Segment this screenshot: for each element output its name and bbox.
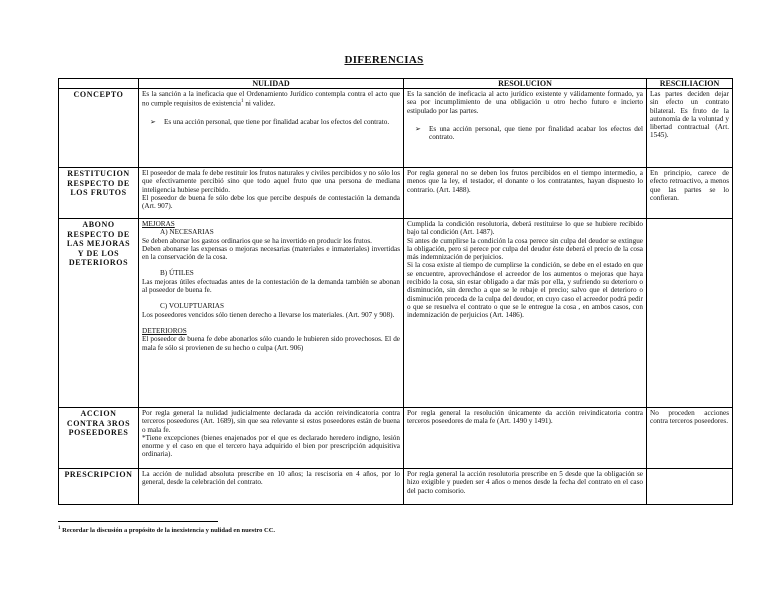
cell-nulidad-abono <box>139 219 404 408</box>
cell-resolucion-prescripcion: Por regla general la acción resolutoria prescribe en 5 desde que la obligación se hizo exigible y pueden ser 4 años o menos desde la fecha del contrato en el caso del pacto comisorio. <box>404 469 647 505</box>
bullet-text: Es una acción personal, que tiene por finalidad acabar los efectos del contrato. <box>429 124 643 142</box>
header-resolucion: RESOLUCION <box>404 79 647 89</box>
text: Es la sanción de ineficacia al acto jurídico existente y válidamente formado, ya sea por incumplimiento de una obligación u otro hecho futuro e incierto estipulado por las partes. <box>407 90 643 115</box>
subheading-necesarias: A) NECESARIAS <box>160 228 214 237</box>
table-row-concepto <box>59 89 733 168</box>
text: Se deben abonar los gastos ordinarios que se ha invertido en producir los frutos. <box>142 236 372 245</box>
footnote-mark: 1 <box>58 526 61 531</box>
header-resciliacion: RESCILIACION <box>647 79 733 89</box>
cell-resciliacion-restitucion: En principio, carece de efecto retroactivo, a menos que las partes se lo confieran. <box>647 168 733 219</box>
bullet-item <box>415 125 643 142</box>
text: ni validez. <box>243 99 276 108</box>
footnote-divider <box>58 521 218 522</box>
subheading-voluptuarias: C) VOLUPTUARIAS <box>160 302 224 311</box>
arrow-bullet-icon: ➢ <box>415 124 421 133</box>
text: Por regla general la nulidad judicialmente declarada da acción reivindicatoria contra terceros poseedores (Art. 1689), sin que sea relevante si estos poseedores están de buena o mala fe. <box>142 409 400 434</box>
text: Las mejoras útiles efectuadas antes de la contestación de la demanda también se abonan al poseedor de buena fe. <box>142 277 400 295</box>
cell-resciliacion-concepto: Las partes deciden dejar sin efecto un contrato bilateral. Es fruto de la autonomía de la voluntad y libertad contractual (Art. 1545). <box>647 89 733 168</box>
text: Si la cosa existe al tiempo de cumplirse la condición, se debe en el estado en que se encuentre, aprovechándose el acreedor de los aumentos o mejoras que haya recibido la cosa, sin estar obligado a dar más por ella, y sufriendo su deterioro o disminución, sin derecho a que se le rebaje el precio; salvo que el deterioro o disminución proceda de la culpa del deudor, en cuyo caso el acreedor podrá pedir o que se resuelva el contrato o que se le entregue la cosa , en ambos casos, con indemnización de perjuicios (Art. 1486). <box>407 261 643 320</box>
cell-nulidad-prescripcion: La acción de nulidad absoluta prescribe en 10 años; la rescisoria en 4 años, por lo general, desde la celebración del contrato. <box>139 469 404 505</box>
cell-resolucion-concepto <box>404 89 647 168</box>
text: El poseedor de buena fe debe abonarlos sólo cuando le hubieren sido provechosos. El de mala fe sólo si provienen de su hecho o culpa (Art. 906) <box>142 335 400 352</box>
subheading-utiles: B) ÚTILES <box>160 269 194 278</box>
header-empty <box>59 79 139 89</box>
text: Los poseedores vencidos sólo tienen derecho a llevarse los materiales. (Art. 907 y 908). <box>142 310 395 319</box>
table-row-prescripcion <box>59 469 733 505</box>
text: *Tiene excepciones (bienes enajenados por el que es declarado heredero indigno, lesión enorme y el caso en que el tercero haya adquirido el bien por prescripción adquisitiva ordinaria). <box>142 433 400 459</box>
page-title: DIFERENCIAS <box>344 54 424 66</box>
footnote-text: Recordar la discusión a propósito de la inexistencia y nulidad en nuestro CC. <box>60 527 276 535</box>
mejoras-heading: MEJORAS <box>142 220 175 228</box>
cell-resolucion-accion: Por regla general la resolución únicamente da acción reivindicatoria contra terceros poseedores de mala fe (Art. 1490 y 1491). <box>404 408 647 469</box>
differences-table <box>58 78 733 505</box>
bullet-text: Es una acción personal, que tiene por finalidad acabar los efectos del contrato. <box>164 117 390 126</box>
table-row-abono <box>59 219 733 408</box>
row-label-prescripcion: PRESCRIPCION <box>59 469 139 505</box>
text: Deben abonarse las expensas o mejoras necesarias (materiales e inmateriales) invertidas en la conservación de la cosa. <box>142 244 400 262</box>
row-label-restitucion: RESTITUCION RESPECTO DE LOS FRUTOS <box>59 168 139 219</box>
text: El poseedor de buena fe sólo debe los que percibe después de contestación la demanda (Art. 907). <box>142 193 400 211</box>
deterioros-heading: DETERIOROS <box>142 326 187 335</box>
cell-nulidad-concepto <box>139 89 404 168</box>
table-row-restitucion <box>59 168 733 219</box>
text: Cumplida la condición resolutoria, deberá restituirse lo que se hubiere recibido bajo tal condición (Art. 1487). <box>407 220 643 237</box>
text: Si antes de cumplirse la condición la cosa perece sin culpa del deudor se extingue la obligación, pero si perece por culpa del deudor éste deberá el precio de la cosa más indemnización de perjuicios. <box>407 236 643 262</box>
cell-resciliacion-prescripcion <box>647 469 733 505</box>
bullet-item <box>150 118 400 126</box>
text: Es la sanción a la ineficacia que el Ordenamiento Jurídico contempla contra el acto que no cumple requisitos de existencia <box>142 90 400 108</box>
header-nulidad: NULIDAD <box>139 79 404 89</box>
cell-resolucion-restitucion: Por regla general no se deben los frutos percibidos en el tiempo intermedio, a menos que la ley, el testador, el donante o los contratantes, hayan dispuesto lo contrario. (Art. 1488). <box>404 168 647 219</box>
cell-nulidad-accion <box>139 408 404 469</box>
cell-resciliacion-abono <box>647 219 733 408</box>
cell-resolucion-abono <box>404 219 647 408</box>
table-row-accion <box>59 408 733 469</box>
row-label-concepto: CONCEPTO <box>59 89 139 168</box>
text: El poseedor de mala fe debe restituir los frutos naturales y civiles percibidos y no sólo los que efectivamente percibió sino que todo aquel fruto que una persona de mediana inteligencia hubiese percibido. <box>142 169 400 194</box>
arrow-bullet-icon: ➢ <box>150 117 156 126</box>
row-label-abono: ABONO RESPECTO DE LAS MEJORAS Y DE LOS DETERIOROS <box>59 219 139 408</box>
row-label-accion: ACCION CONTRA 3ROS POSEEDORES <box>59 408 139 469</box>
cell-nulidad-restitucion <box>139 168 404 219</box>
footnote-ref: 1 <box>241 99 244 105</box>
cell-resciliacion-accion: No proceden acciones contra terceros poseedores. <box>647 408 733 469</box>
table-header-row <box>59 79 733 89</box>
footnote <box>58 526 275 534</box>
